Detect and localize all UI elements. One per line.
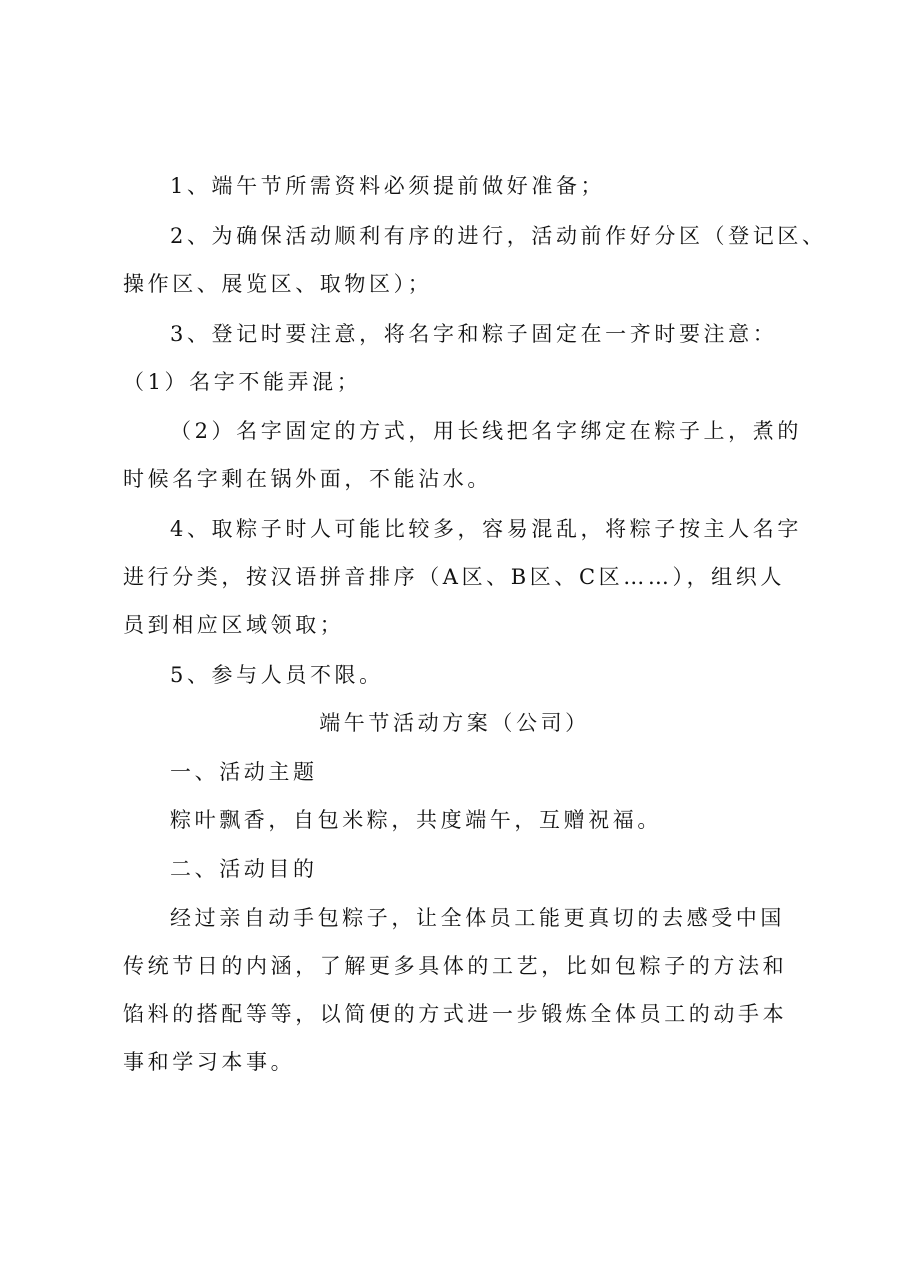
section-2-line-4: 事和学习本事。: [123, 1050, 296, 1074]
item-4-line-1: 4、取粽子时人可能比较多，容易混乱，将粽子按主人名字: [170, 517, 802, 541]
section-2-heading: 二、活动目的: [170, 857, 318, 881]
item-2-line-1: 2、为确保活动顺利有序的进行，活动前作好分区（登记区、: [170, 224, 827, 248]
section-1-heading: 一、活动主题: [170, 760, 318, 784]
section-1-body: 粽叶飘香，自包米粽，共度端午，互赠祝福。: [170, 808, 662, 832]
item-2-line-2: 操作区、展览区、取物区）；: [123, 272, 433, 296]
item-3-sub-2-line-2: 时候名字剩在锅外面，不能沾水。: [123, 467, 492, 491]
section-2-line-2: 传统节日的内涵，了解更多具体的工艺，比如包粽子的方法和: [123, 954, 788, 978]
section-2-line-3: 馅料的搭配等等，以简便的方式进一步锻炼全体员工的动手本: [123, 1002, 788, 1026]
item-4-line-3: 员到相应区域领取；: [123, 613, 345, 637]
item-5-text: 5、参与人员不限。: [170, 663, 384, 687]
item-1-text: 1、端午节所需资料必须提前做好准备；: [170, 174, 606, 198]
item-4-line-2: 进行分类，按汉语拼音排序（A区、B区、C区……），组织人: [123, 565, 785, 589]
document-title: 端午节活动方案（公司）: [319, 711, 590, 735]
section-2-line-1: 经过亲自动手包粽子，让全体员工能更真切的去感受中国: [170, 906, 785, 930]
item-3-sub-2-line-1: （2）名字固定的方式，用长线把名字绑定在粽子上，煮的: [170, 419, 802, 443]
item-3-text: 3、登记时要注意，将名字和粽子固定在一齐时要注意：: [170, 322, 778, 346]
item-3-sub-1: （1）名字不能弄混；: [123, 370, 362, 394]
